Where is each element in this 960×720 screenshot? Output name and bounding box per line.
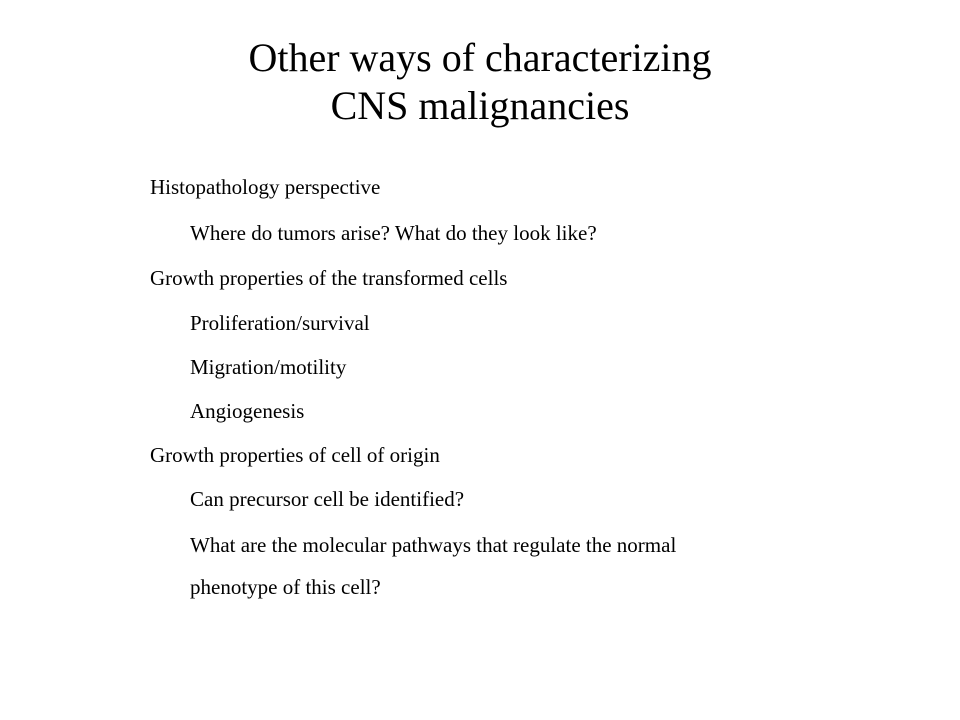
sub-bullet-molecular-pathways: What are the molecular pathways that regulate the normal: [190, 533, 677, 557]
sub-bullet-migration: Migration/motility: [190, 355, 347, 379]
bullet-growth-transformed-cells: Growth properties of the transformed cells: [150, 266, 508, 290]
bullet-histopathology: Histopathology perspective: [150, 175, 381, 199]
bullet-growth-cell-of-origin: Growth properties of cell of origin: [150, 443, 440, 467]
sub-bullet-angiogenesis: Angiogenesis: [190, 399, 305, 423]
sub-bullet-precursor-cell: Can precursor cell be identified?: [190, 487, 465, 511]
sub-bullet-proliferation: Proliferation/survival: [190, 311, 370, 335]
sub-bullet-molecular-pathways-cont: phenotype of this cell?: [190, 575, 381, 599]
sub-bullet-tumor-origin: Where do tumors arise? What do they look like?: [190, 221, 597, 245]
slide-title-line-1: Other ways of characterizing: [248, 35, 712, 80]
slide-title-line-2: CNS malignancies: [330, 83, 630, 128]
